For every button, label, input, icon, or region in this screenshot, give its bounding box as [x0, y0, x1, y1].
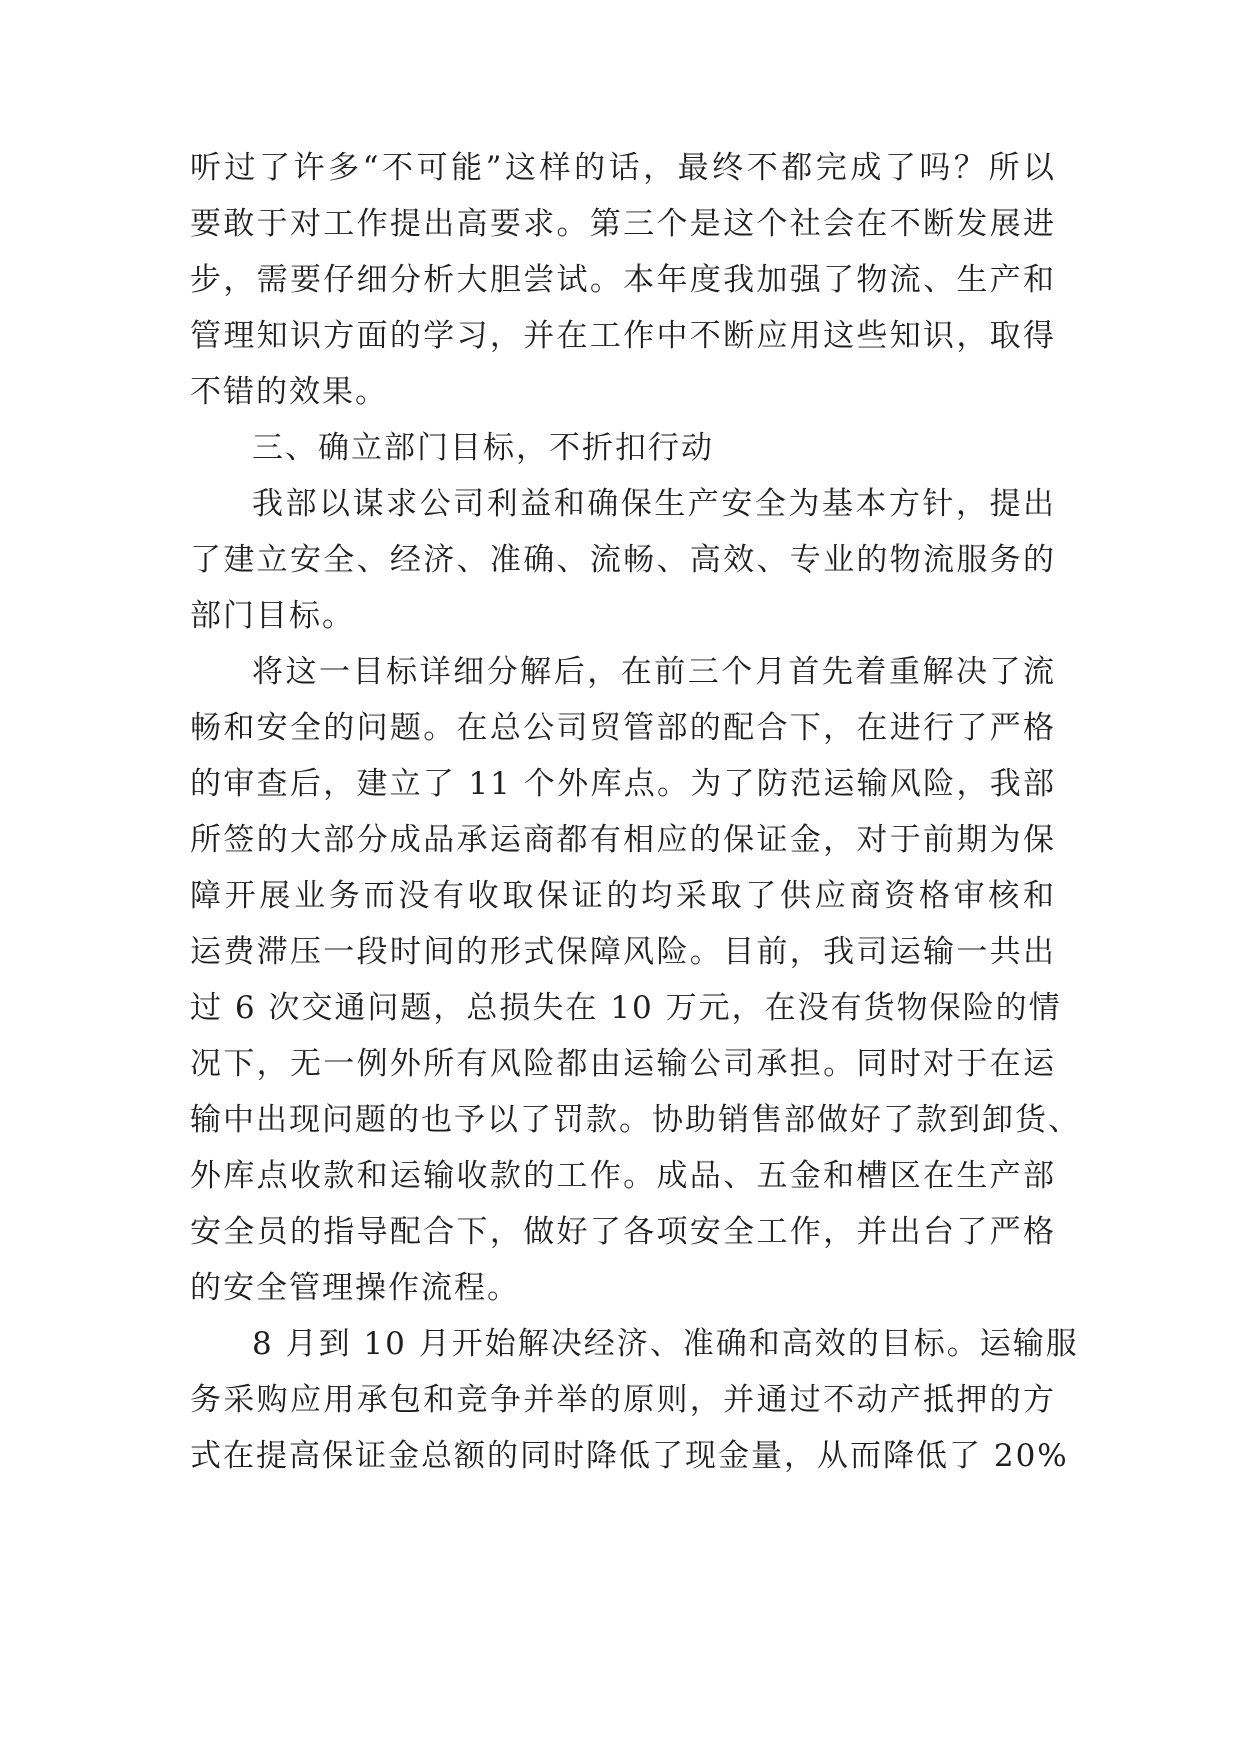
paragraph-line: 管理知识方面的学习，并在工作中不断应用这些知识，取得 — [190, 318, 1056, 354]
paragraph-line: 我部以谋求公司利益和确保生产安全为基本方针，提出 — [252, 486, 1056, 522]
paragraph-line: 外库点收款和运输收款的工作。成品、五金和槽区在生产部 — [190, 1158, 1056, 1194]
paragraph-line: 畅和安全的问题。在总公司贸管部的配合下，在进行了严格 — [190, 710, 1056, 746]
paragraph-line: 步，需要仔细分析大胆尝试。本年度我加强了物流、生产和 — [190, 262, 1056, 298]
paragraph-line: 听过了许多“不可能”这样的话，最终不都完成了吗？所以 — [190, 150, 1056, 186]
paragraph-line: 过 6 次交通问题，总损失在 10 万元，在没有货物保险的情 — [190, 990, 1062, 1026]
paragraph-line: 所签的大部分成品承运商都有相应的保证金，对于前期为保 — [190, 822, 1056, 858]
paragraph-line: 了建立安全、经济、准确、流畅、高效、专业的物流服务的 — [190, 542, 1056, 578]
paragraph-line: 障开展业务而没有收取保证的均采取了供应商资格审核和 — [190, 878, 1056, 914]
section-heading: 三、确立部门目标，不折扣行动 — [252, 430, 714, 466]
paragraph-line: 不错的效果。 — [190, 374, 388, 410]
paragraph-line: 况下，无一例外所有风险都由运输公司承担。同时对于在运 — [190, 1046, 1056, 1082]
paragraph-line: 将这一目标详细分解后，在前三个月首先着重解决了流 — [252, 654, 1056, 690]
paragraph-line: 运费滞压一段时间的形式保障风险。目前，我司运输一共出 — [190, 934, 1056, 970]
paragraph-line: 要敢于对工作提出高要求。第三个是这个社会在不断发展进 — [190, 206, 1056, 242]
paragraph-line: 式在提高保证金总额的同时降低了现金量，从而降低了 20% — [190, 1438, 1069, 1474]
paragraph-line: 的审查后，建立了 11 个外库点。为了防范运输风险，我部 — [190, 766, 1056, 802]
paragraph-line: 务采购应用承包和竞争并举的原则，并通过不动产抵押的方 — [190, 1382, 1056, 1418]
paragraph-line: 部门目标。 — [190, 598, 355, 634]
document-body — [190, 140, 1081, 1484]
paragraph-line: 8 月到 10 月开始解决经济、准确和高效的目标。运输服 — [252, 1326, 1079, 1362]
paragraph-line: 的安全管理操作流程。 — [190, 1270, 520, 1306]
paragraph-line: 安全员的指导配合下，做好了各项安全工作，并出台了严格 — [190, 1214, 1056, 1250]
paragraph-line: 输中出现问题的也予以了罚款。协助销售部做好了款到卸货、 — [190, 1102, 1081, 1138]
